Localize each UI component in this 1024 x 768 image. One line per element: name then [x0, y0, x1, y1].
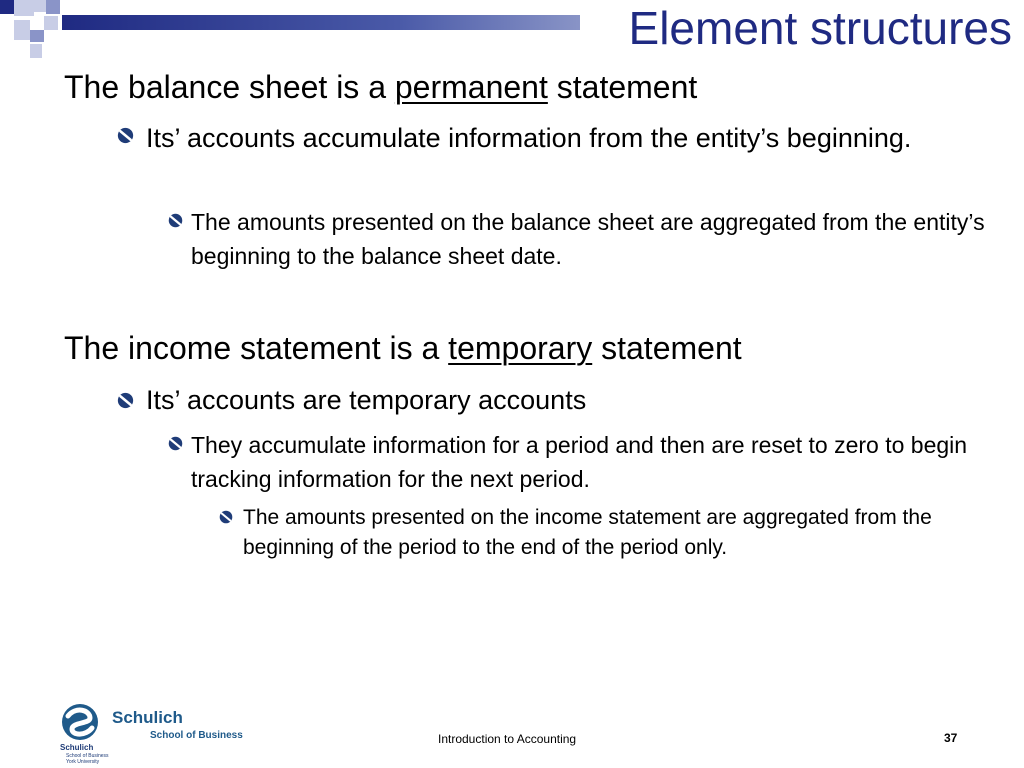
sub-sub-bullet-text: The amounts presented on the income statement are aggregated from the beginning of the period to the end of the period only.	[243, 506, 932, 559]
bullet-text: Its’ accounts accumulate information from the entity’s beginning.	[146, 123, 912, 153]
decor-square	[14, 20, 30, 40]
heading-emphasis: permanent	[394, 69, 548, 105]
logo-subtitle: School of Business	[150, 730, 243, 741]
bullet-icon	[219, 510, 233, 524]
page-number: 37	[944, 731, 958, 745]
decor-square	[30, 44, 42, 58]
bullet-icon	[117, 127, 134, 144]
schulich-logo-icon	[60, 702, 100, 742]
section-heading-balance-sheet	[64, 68, 697, 106]
heading-emphasis: temporary	[448, 330, 593, 366]
heading-text: statement	[592, 330, 742, 366]
header-decoration	[0, 0, 80, 64]
heading-text: The income statement is a	[64, 330, 449, 366]
logo-small-line2: York University	[66, 759, 100, 765]
schulich-logo	[60, 702, 260, 766]
sub-bullet-text: They accumulate information for a period and then are reset to zero to begin tracking information for the next period.	[191, 432, 968, 492]
bullet-icon	[168, 213, 183, 228]
sub-bullet-text: The amounts presented on the balance sheet are aggregated from the entity’s beginning to the balance sheet date.	[191, 209, 985, 269]
bullet-icon	[117, 392, 134, 409]
logo-small-line1: School of Business	[66, 753, 109, 759]
decor-square	[44, 16, 58, 30]
logo-small-name: Schulich	[60, 743, 94, 752]
bullet-icon	[168, 436, 183, 451]
heading-text: The balance sheet is a	[64, 69, 395, 105]
decor-square	[30, 30, 44, 42]
section-heading-income-statement	[64, 329, 742, 367]
decor-square	[0, 0, 14, 14]
bullet-text: Its’ accounts are temporary accounts	[146, 385, 587, 415]
decor-square	[14, 0, 34, 16]
heading-text: statement	[547, 69, 698, 105]
slide-title: Element structures	[628, 2, 1012, 54]
decor-square	[34, 0, 46, 12]
logo-name: Schulich	[112, 708, 183, 727]
decor-square	[46, 0, 60, 14]
footer-title: Introduction to Accounting	[438, 732, 577, 746]
